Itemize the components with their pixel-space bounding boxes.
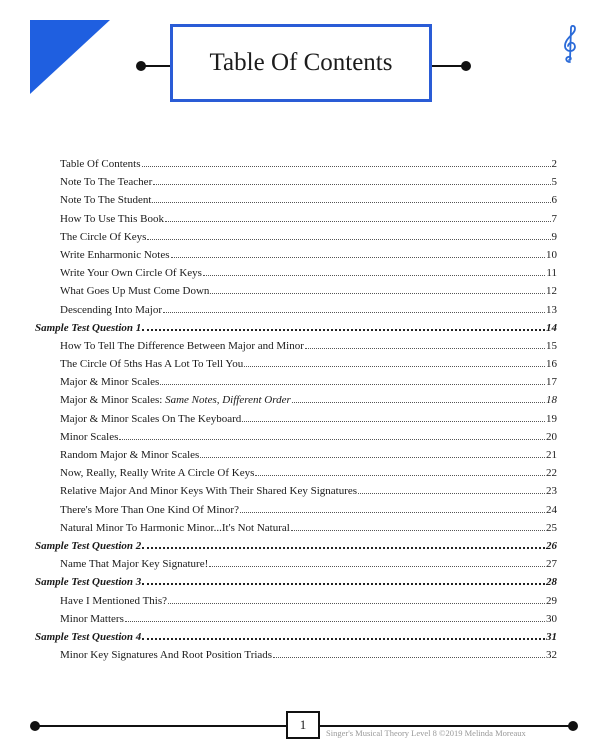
toc-entry-row[interactable]: [35, 504, 557, 522]
toc-entry-row[interactable]: [35, 213, 557, 231]
toc-entry-title: Table Of Contents: [60, 158, 141, 170]
toc-entry-title: How To Use This Book: [60, 212, 164, 225]
toc-entry-row[interactable]: [35, 194, 557, 212]
toc-page-number: 21: [546, 449, 557, 461]
dot-leader: [209, 560, 545, 567]
toc-page-number: 13: [546, 303, 557, 316]
toc-page-number: 17: [546, 376, 557, 389]
page-number-box: [286, 711, 320, 739]
toc-page-number: 23: [546, 485, 557, 498]
toc-entry-row[interactable]: [35, 304, 557, 322]
dot-leader: [142, 160, 551, 167]
toc-page-number: 7: [551, 212, 557, 225]
footer-rule-right: [318, 725, 572, 727]
dot-leader: [160, 378, 545, 385]
toc-section-row[interactable]: [35, 576, 557, 594]
toc-page-number: 24: [546, 503, 557, 516]
toc-entry-row[interactable]: [35, 413, 557, 431]
page-number: 1: [299, 717, 307, 732]
toc-entry-title: Write Enharmonic Notes: [60, 248, 170, 261]
dot-leader: [125, 615, 545, 622]
toc-page-number: 6: [551, 194, 557, 207]
dot-leader: [152, 196, 550, 203]
toc-entry-title: Have I Mentioned This?: [60, 594, 168, 607]
toc-page-number: 31: [546, 630, 557, 643]
dot-leader: [203, 269, 545, 276]
toc-entry-row[interactable]: [35, 158, 557, 176]
toc-entry-title: Random Major & Minor Scales: [60, 449, 200, 461]
toc-section-row[interactable]: [35, 540, 557, 558]
dot-leader: [142, 577, 545, 585]
table-of-contents-list: [35, 158, 557, 667]
dot-leader: [292, 396, 545, 403]
dot-leader: [255, 469, 545, 476]
toc-page-number: 16: [546, 358, 557, 371]
toc-entry-title: Major & Minor Scales: Same Notes, Different Order: [60, 394, 291, 407]
toc-page-number: 5: [551, 176, 557, 189]
toc-entry-row[interactable]: [35, 176, 557, 194]
dot-leader: [358, 487, 545, 494]
toc-entry-row[interactable]: [35, 485, 557, 503]
toc-page-number: 26: [546, 539, 557, 552]
toc-entry-title: What Goes Up Must Come Down: [60, 285, 210, 298]
toc-entry-row[interactable]: [35, 522, 557, 540]
toc-entry-title: Sample Test Question 3: [35, 576, 142, 589]
corner-triangle-decoration: [30, 20, 110, 94]
dot-leader: [142, 632, 545, 640]
toc-page-number: 10: [546, 248, 557, 261]
toc-entry-title: Note To The Student: [60, 194, 152, 207]
dot-leader: [142, 541, 545, 549]
toc-entry-title: Now, Really, Really Write A Circle Of Keys: [60, 467, 255, 480]
toc-page-number: 32: [546, 649, 557, 662]
toc-entry-row[interactable]: [35, 267, 557, 285]
toc-entry-title: Minor Key Signatures And Root Position Triads: [60, 649, 273, 662]
toc-page-number: 27: [546, 558, 557, 571]
toc-page-number: 28: [546, 576, 557, 589]
toc-entry-title: Write Your Own Circle Of Keys: [60, 267, 202, 280]
title-rule-right-dot: [461, 61, 471, 71]
toc-page-number: 19: [546, 412, 557, 425]
toc-entry-title: Natural Minor To Harmonic Minor...It's Not Natural: [60, 521, 290, 534]
dot-leader: [244, 360, 545, 367]
toc-entry-title: Descending Into Major: [60, 303, 163, 316]
toc-entry-title-italic: Same Notes, Different Order: [165, 394, 291, 407]
dot-leader: [142, 323, 545, 331]
toc-entry-title: The Circle Of Keys: [60, 230, 147, 243]
toc-entry-title: Major & Minor Scales On The Keyboard: [60, 412, 242, 425]
dot-leader: [242, 415, 545, 422]
toc-page-number: 25: [546, 521, 557, 534]
toc-entry-title: Note To The Teacher: [60, 176, 153, 189]
title-box: [170, 24, 432, 102]
toc-entry-row[interactable]: [35, 467, 557, 485]
toc-page-number: 14: [546, 321, 557, 334]
dot-leader: [165, 215, 551, 222]
dot-leader: [168, 596, 545, 603]
toc-entry-title: Sample Test Question 1: [35, 321, 142, 334]
page-title: Table Of Contents: [209, 49, 393, 76]
toc-page-number: 2: [551, 158, 557, 170]
footer-credit: Singer's Musical Theory Level 8 ©2019 Melinda Moreaux: [326, 728, 526, 738]
dot-leader: [305, 342, 545, 349]
toc-entry-row[interactable]: [35, 431, 557, 449]
toc-entry-row[interactable]: [35, 231, 557, 249]
dot-leader: [210, 287, 545, 294]
dot-leader: [200, 451, 545, 458]
toc-entry-title: Relative Major And Minor Keys With Their Shared Key Signatures: [60, 485, 358, 498]
dot-leader: [163, 305, 545, 312]
toc-page-number: 11: [546, 267, 557, 280]
toc-page-number: 20: [546, 430, 557, 443]
toc-page-number: 29: [546, 594, 557, 607]
toc-entry-row[interactable]: [35, 285, 557, 303]
toc-entry-row[interactable]: [35, 376, 557, 394]
toc-entry-title: Major & Minor Scales: [60, 376, 160, 389]
footer-rule-left-dot: [30, 721, 40, 731]
toc-entry-row[interactable]: [35, 558, 557, 576]
toc-section-row[interactable]: [35, 322, 557, 340]
toc-entry-title: Minor Scales: [60, 430, 119, 443]
toc-page-number: 12: [546, 285, 557, 298]
toc-page-number: 18: [546, 394, 557, 407]
dot-leader: [119, 433, 545, 440]
dot-leader: [291, 524, 545, 531]
toc-page-number: 15: [546, 339, 557, 352]
toc-entry-title: Sample Test Question 2: [35, 539, 142, 552]
toc-entry-row[interactable]: [35, 613, 557, 631]
toc-entry-title: Sample Test Question 4: [35, 630, 142, 643]
dot-leader: [153, 178, 550, 185]
dot-leader: [171, 251, 545, 258]
footer-rule-left: [34, 725, 288, 727]
toc-entry-row[interactable]: [35, 340, 557, 358]
toc-section-row[interactable]: [35, 631, 557, 649]
dot-leader: [240, 506, 545, 513]
toc-entry-title: The Circle Of 5ths Has A Lot To Tell You: [60, 358, 244, 371]
treble-clef-icon: [560, 24, 580, 64]
toc-entry-title: There's More Than One Kind Of Minor?: [60, 503, 239, 516]
toc-entry-row[interactable]: [35, 249, 557, 267]
toc-entry-row[interactable]: [35, 595, 557, 613]
toc-page-number: 9: [551, 230, 557, 243]
toc-entry-row[interactable]: [35, 358, 557, 376]
toc-entry-title: Minor Matters: [60, 612, 124, 625]
toc-page-number: 30: [546, 612, 557, 625]
footer-rule-right-dot: [568, 721, 578, 731]
dot-leader: [147, 233, 550, 240]
toc-entry-row[interactable]: [35, 394, 557, 412]
toc-entry-row[interactable]: [35, 449, 557, 467]
toc-page-number: 22: [546, 467, 557, 480]
toc-entry-title: Name That Major Key Signature!: [60, 558, 209, 571]
title-rule-left-dot: [136, 61, 146, 71]
toc-entry-title: How To Tell The Difference Between Major and Minor: [60, 339, 304, 352]
toc-entry-row[interactable]: [35, 649, 557, 667]
dot-leader: [273, 651, 545, 658]
